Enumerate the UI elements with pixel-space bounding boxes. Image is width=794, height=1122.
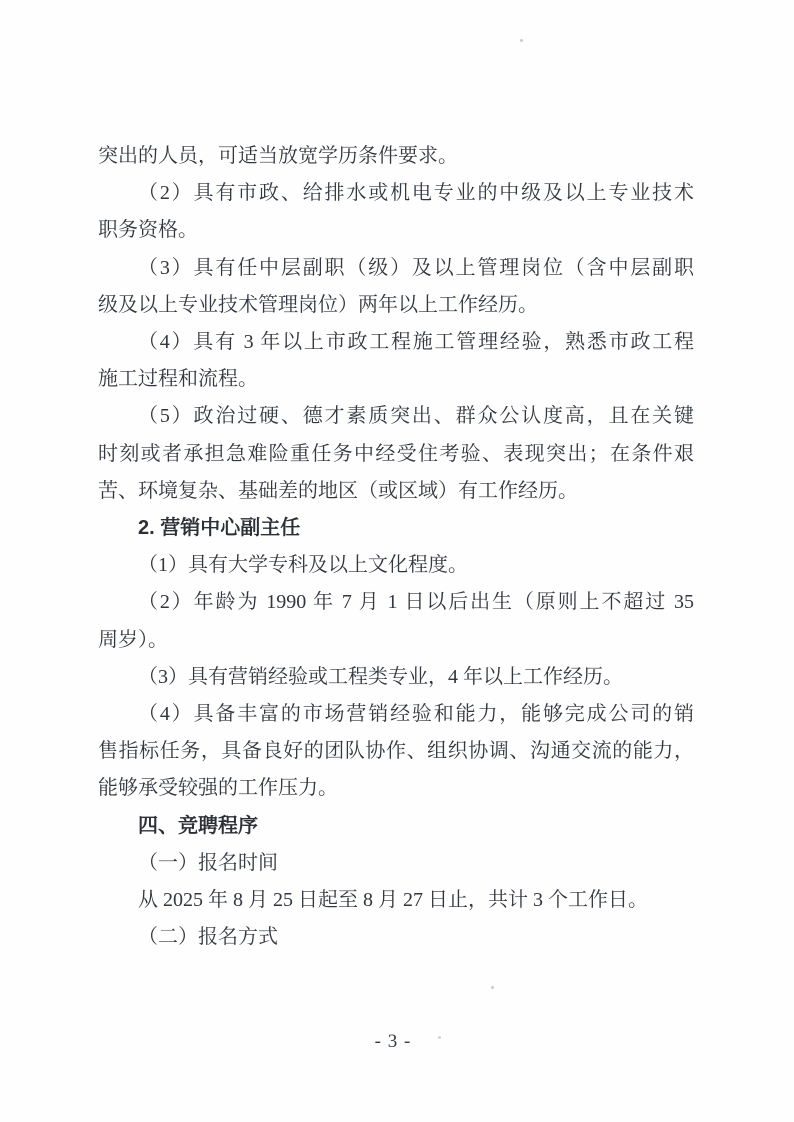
paragraph [98,882,694,919]
text-line: （2）具有市政、给排水或机电专业的中级及以上专业技术 [138,182,694,205]
text-line: （2）年龄为 1990 年 7 月 1 日以后出生（原则上不超过 35 [138,591,694,614]
paragraph [98,919,694,956]
text-line: 级及以上专业技术管理岗位）两年以上工作经历。 [98,293,538,316]
text-line: 时刻或者承担急难险重任务中经受住考验、表现突出；在条件艰 [98,442,694,465]
text-line: （3）具有营销经验或工程类专业，4 年以上工作经历。 [138,665,623,688]
text-line: 四、竞聘程序 [138,814,258,837]
text-line: 能够承受较强的工作压力。 [98,777,338,800]
document-body [98,138,694,956]
text-line: （1）具有大学专科及以上文化程度。 [138,554,468,577]
text-line: （4）具备丰富的市场营销经验和能力，能够完成公司的销 [138,703,694,726]
text-line: 2. 营销中心副主任 [138,517,301,540]
paragraph [98,250,694,324]
text-line: （二）报名方式 [138,926,278,949]
paragraph [98,584,694,658]
text-line: 苦、环境复杂、基础差的地区（或区域）有工作经历。 [98,479,578,502]
paragraph [98,398,694,510]
scan-speck [491,986,494,989]
paragraph [98,659,694,696]
paragraph [98,324,694,398]
text-line: 从 2025 年 8 月 25 日起至 8 月 27 日止，共计 3 个工作日。 [138,889,648,912]
text-line: （一）报名时间 [138,851,278,874]
text-line: （3）具有任中层副职（级）及以上管理岗位（含中层副职 [138,256,694,279]
paragraph [98,175,694,249]
paragraph [98,845,694,882]
paragraph [98,696,694,808]
page-number: - 3 - [374,1031,412,1052]
text-line: （4）具有 3 年以上市政工程施工管理经验，熟悉市政工程 [138,331,694,354]
text-line: 周岁）。 [98,628,168,651]
paragraph [98,547,694,584]
section-heading [98,510,694,547]
text-line: （5）政治过硬、德才素质突出、群众公认度高，且在关键 [138,405,694,428]
text-line: 突出的人员，可适当放宽学历条件要求。 [98,145,458,167]
scan-speck [520,39,523,42]
paragraph [98,138,694,175]
text-line: 施工过程和流程。 [98,368,258,391]
text-line: 售指标任务，具备良好的团队协作、组织协调、沟通交流的能力， [98,740,694,763]
text-line: 职务资格。 [98,219,198,242]
section-heading [98,808,694,845]
scan-speck [438,1036,441,1039]
